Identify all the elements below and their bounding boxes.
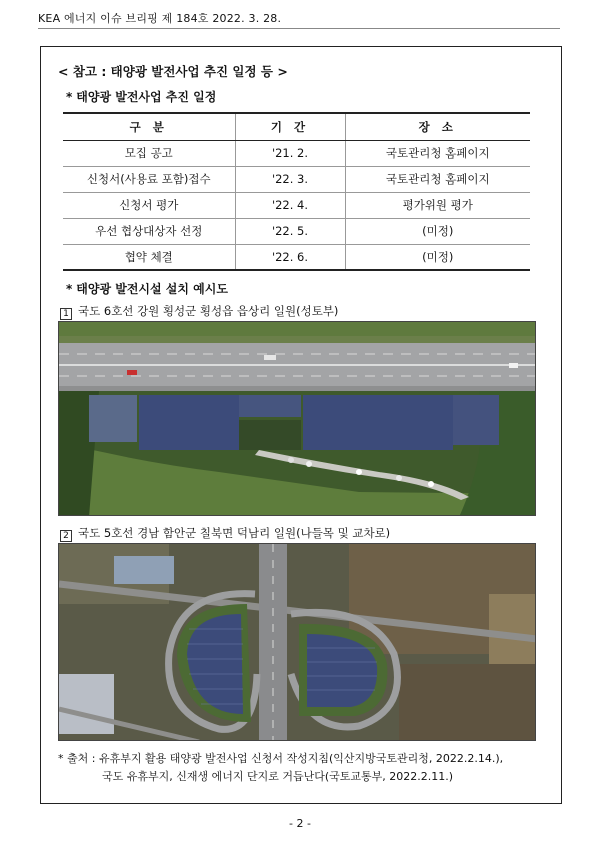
table-cell: 국토관리청 홈페이지 [345,166,530,192]
document-header: KEA 에너지 이슈 브리핑 제 184호 2022. 3. 28. [38,12,282,25]
caption-text: 국도 6호선 강원 횡성군 횡성읍 읍상리 일원(성토부) [78,304,339,318]
photo-number-box: 1 [60,308,72,320]
table-cell: '22. 3. [235,166,345,192]
table-cell: 신청서(사용료 포함)접수 [63,166,235,192]
table-row [63,192,530,218]
bullet-star: * [66,282,73,296]
bullet-star: * [66,90,73,104]
table-cell: 평가위원 평가 [345,192,530,218]
photo-caption-2 [60,525,390,542]
table-row [63,166,530,192]
table-cell: 모집 공고 [63,140,235,166]
column-header: 장 소 [345,113,530,140]
table-header-row [63,113,530,140]
aerial-photo-highway-embankment [58,321,536,516]
source-note [58,750,503,786]
photo-caption-1 [60,303,338,320]
table-row [63,140,530,166]
section-title: 태양광 발전사업 추진 일정 [76,90,217,104]
box-title: < 참고 : 태양광 발전사업 추진 일정 등 > [58,64,288,79]
section-examples-heading [66,280,228,297]
table-row [63,218,530,244]
column-header: 기 간 [235,113,345,140]
source-line: 국도 유휴부지, 신재생 에너지 단지로 거듭난다(국토교통부, 2022.2.11.) [102,770,454,783]
section-schedule-heading [66,88,216,105]
table-cell: 우선 협상대상자 선정 [63,218,235,244]
caption-text: 국도 5호선 경남 함안군 칠북면 덕남리 일원(나들목 및 교차로) [78,526,391,540]
table-cell: 국토관리청 홈페이지 [345,140,530,166]
schedule-table [63,112,530,271]
photo-illustration [59,544,536,741]
table-cell: '22. 5. [235,218,345,244]
table-row [63,244,530,270]
header-divider [38,28,560,29]
section-title: 태양광 발전시설 설치 예시도 [76,282,228,296]
table-cell: (미정) [345,244,530,270]
aerial-photo-interchange [58,543,536,741]
page-number: - 2 - [289,817,311,830]
photo-number-box: 2 [60,530,72,542]
table-cell: 협약 체결 [63,244,235,270]
table-cell: '22. 6. [235,244,345,270]
table-cell: (미정) [345,218,530,244]
table-cell: '21. 2. [235,140,345,166]
source-line: * 출처 : 유휴부지 활용 태양광 발전사업 신청서 작성지침(익산지방국토관리청, 2022.2.14.), [58,752,504,765]
photo-illustration [59,322,536,516]
table-cell: '22. 4. [235,192,345,218]
column-header: 구 분 [63,113,235,140]
table-cell: 신청서 평가 [63,192,235,218]
